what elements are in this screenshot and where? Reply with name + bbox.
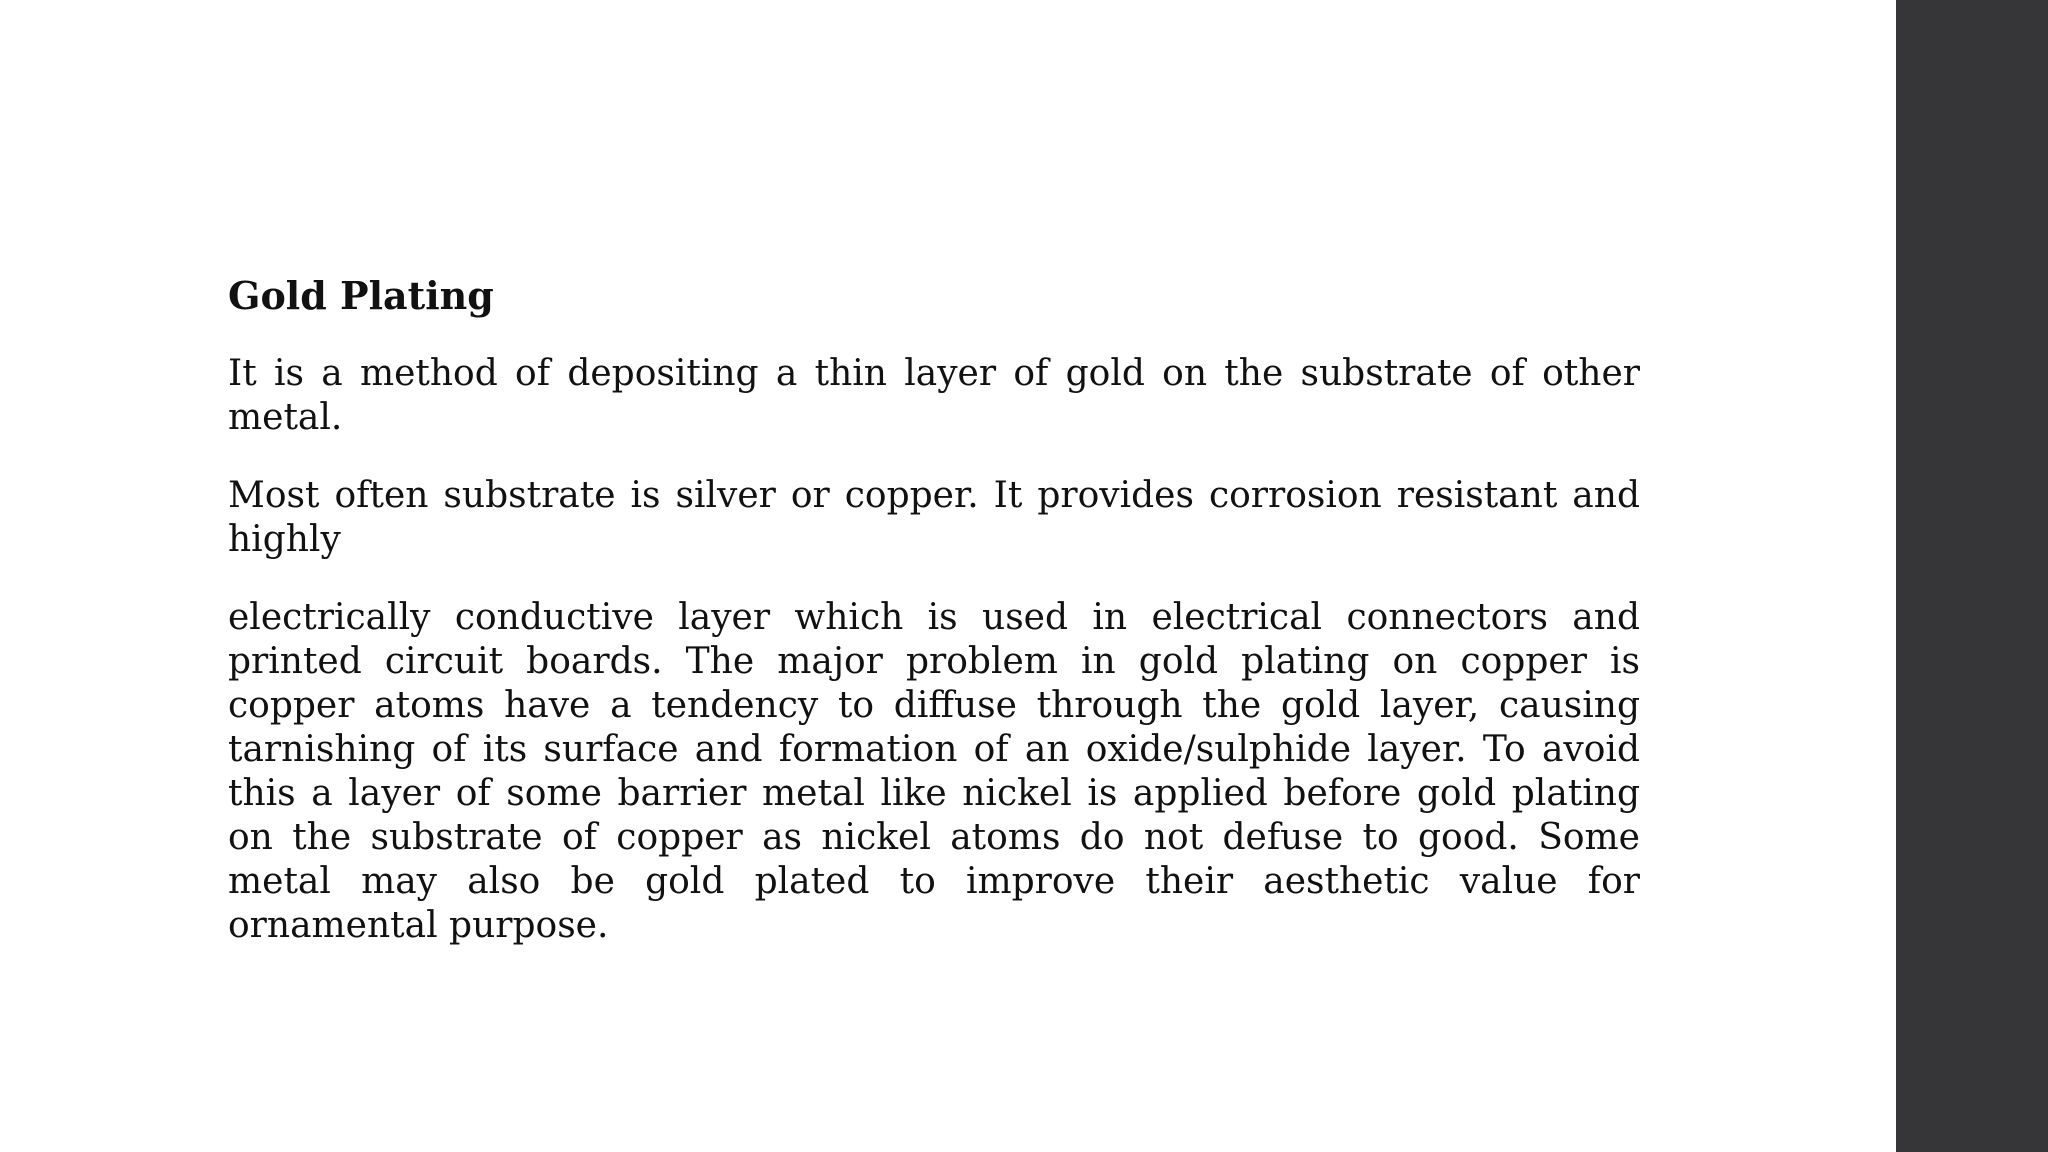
dark-side-panel [1896,0,2048,1152]
paragraph-details: electrically conductive layer which is used in electrical connectors and printed circuit boards. The major problem in gold plating on copper is copper atoms have a tendency to diffuse through the gold layer, causing tarnishing of its surface and formation of an oxide/sulphide layer. To avoid this a layer of some barrier metal like nickel is applied before gold plating on the substrate of copper as nickel atoms do not defuse to good. Some metal may also be gold plated to improve their aesthetic value for ornamental purpose. [228,596,1640,946]
paragraph-definition: It is a method of depositing a thin layer of gold on the substrate of other metal. [228,352,1640,438]
slide-title: Gold Plating [228,273,494,318]
slide-content [228,274,1640,982]
paragraph-substrate: Most often substrate is silver or copper. It provides corrosion resistant and highly [228,474,1640,560]
